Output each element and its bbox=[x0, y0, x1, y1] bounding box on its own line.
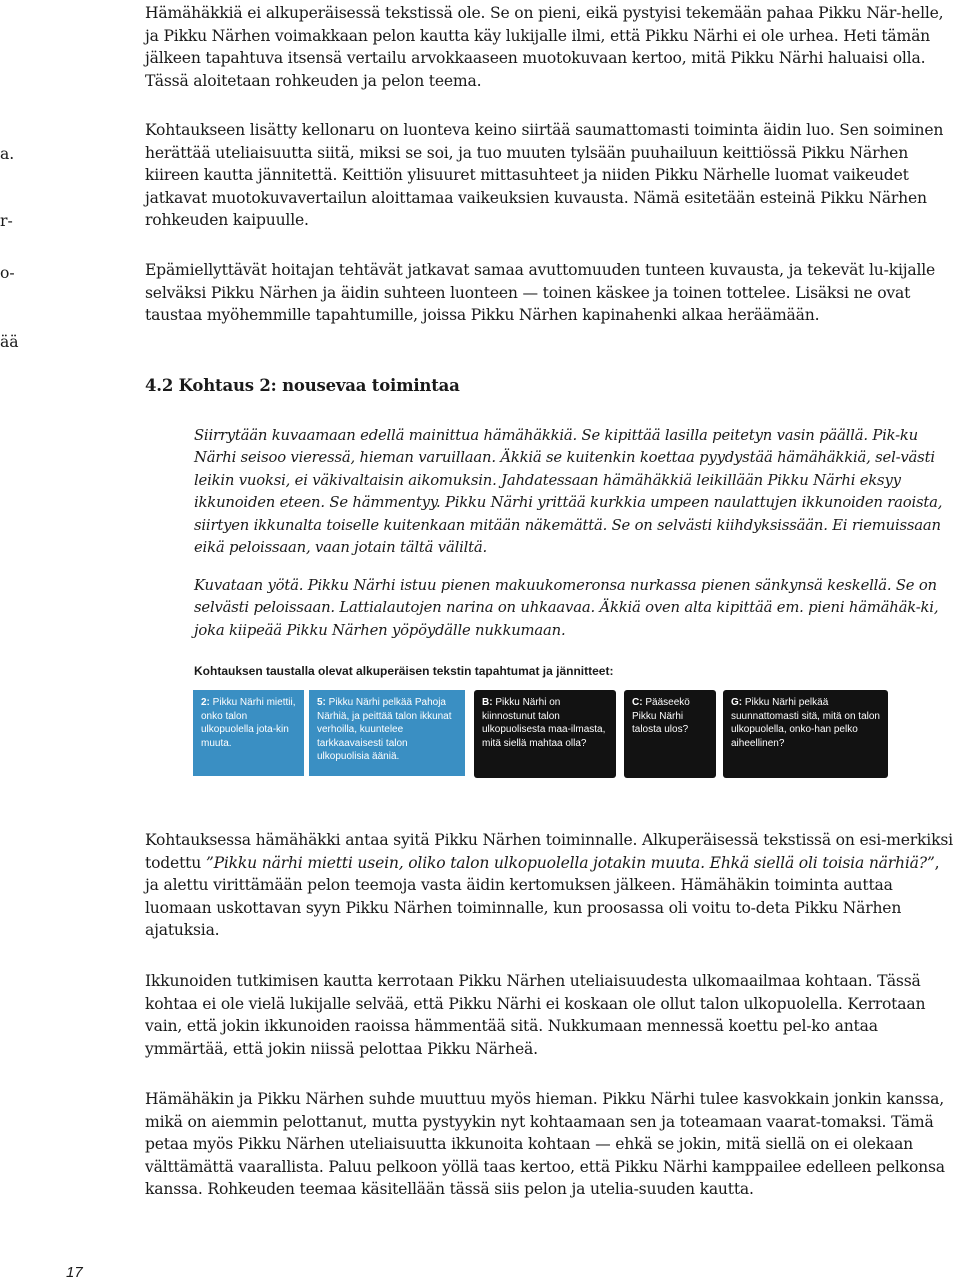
event-key: 5: bbox=[317, 697, 326, 708]
paragraph: Ikkunoiden tutkimisen kautta kerrotaan Pikku Närhen uteliaisuudesta ulkomaailmaa kohtaan. Tässä kohtaa ei ole vielä lukijalle selvää, että Pikku Närhi ei koskaan ole ollut talon ulkopuolella. Kerrotaan vain, että jokin ikkunoiden raoissa hämmentää sitä. Nukkumaan mennessä koettu pel-ko antaa ymmärtää, että jokin niissä pelottaa Pikku Närheä. bbox=[145, 972, 926, 1058]
event-key: G: bbox=[731, 697, 743, 708]
original-text-quote: ”Pikku närhi mietti usein, oliko talon ulkopuolella jotakin muuta. Ehkä siellä oli toisia närhiä?” bbox=[205, 853, 935, 872]
scene-description: Siirrytään kuvaamaan edellä mainittua hämähäkkiä. Se kipittää lasilla peitetyn vasin päällä. Pik-ku Närhi seisoo vieressä, hieman varuillaan. Äkkiä se kuitenkin koettaa pyydystää hämähäkkiä, sel-västi leikin vuoksi, ei väkivaltaisin aikomuksin. Jahdatessaan hämähäkkiä leikillään Pikku Närhi eksyy ikkunoiden eteen. Se hämmentyy. Pikku Närhi yrittää kurkkia umpeen naulattujen ikkunoiden raoista, siirtyen ikkunalta toiselle kuitenkaan mitään näkemättä. Se on selvästi kiihdyksissään. Ei riemuissaan eikä peloissaan, vaan jotain tältä väliltä. bbox=[194, 427, 943, 557]
section-heading: 4.2 Kohtaus 2: nousevaa toimintaa bbox=[145, 376, 460, 395]
event-key: B: bbox=[482, 697, 493, 708]
event-text: Pääseekö Pikku Närhi talosta ulos? bbox=[632, 697, 690, 735]
event-box bbox=[309, 690, 465, 776]
paragraph: Hämähäkkiä ei alkuperäisessä tekstissä ole. Se on pieni, eikä pystyisi tekemään pahaa Pikku När-helle, ja Pikku Närhen voimakkaan pelon kautta käy lukijalle ilmi, että Pikku Närhi ei ole urhea. Heti tämän jälkeen tapahtuva itsensä vertailu arvokkaaseen muotokuvaan kertoo, mitä Pikku Närhi haluaisi olla. Tässä aloitetaan rohkeuden ja pelon teema. bbox=[145, 4, 944, 90]
event-box bbox=[624, 690, 716, 778]
event-key: C: bbox=[632, 697, 643, 708]
paragraph-text: Kohtauksessa hämähäkki antaa syitä Pikku Närhen toiminnalle. Alkuperäisessä tekstissä on esi-merkiksi todettu bbox=[145, 831, 953, 872]
paragraph-text: , ja alettu virittämään pelon teemoja vasta äidin kertomuksen jälkeen. Hämähäkin toiminta auttaa luomaan uskottavan syyn Pikku Närhen toiminnalle, kun proosassa oli voitu to-deta Pikku Närhen ajatuksia. bbox=[145, 853, 940, 940]
diagram-caption: Kohtauksen taustalla olevat alkuperäisen tekstin tapahtumat ja jännitteet: bbox=[194, 664, 614, 678]
event-text: Pikku Närhi pelkää Pahoja Närhiä, ja peittää talon ikkunat verhoilla, kuuntelee tarkkaavaisesti talon ulkopuolisia ääniä. bbox=[317, 697, 452, 762]
paragraph: Hämähäkin ja Pikku Närhen suhde muuttuu myös hieman. Pikku Närhi tulee kasvokkain jonkin kanssa, mikä on aiemmin pelottanut, mutta pystyykin nyt kohtaamaan sen ja toteamaan vaarat-tomaksi. Tämä petaa myös Pikku Närhen uteliaisuutta ikkunoita kohtaan — ehkä se jokin, mitä siellä on ei olekaan välttämättä vaarallista. Paluu pelkoon yöllä taas kertoo, että Pikku Närhi kamppailee edelleen pelkonsa kanssa. Rohkeuden teemaa käsitellään tässä siis pelon ja utelia-suuden kautta. bbox=[145, 1090, 945, 1199]
margin-fragment: ää bbox=[0, 333, 19, 351]
event-box bbox=[723, 690, 888, 778]
event-box bbox=[193, 690, 304, 776]
event-text: Pikku Närhi on kiinnostunut talon ulkopuolisesta maa-ilmasta, mitä siellä mahtaa olla? bbox=[482, 697, 606, 749]
paragraph: Epämiellyttävät hoitajan tehtävät jatkavat samaa avuttomuuden tunteen kuvausta, ja tekevät lu-kijalle selväksi Pikku Närhen ja äidin suhteen luonteen — toinen käskee ja toinen tottelee. Lisäksi ne ovat taustaa myöhemmille tapahtumille, joissa Pikku Närhen kapinahenki alkaa heräämään. bbox=[145, 261, 936, 325]
margin-fragment: o- bbox=[0, 264, 15, 282]
margin-fragment: a. bbox=[0, 145, 15, 163]
event-key: 2: bbox=[201, 697, 210, 708]
margin-fragment: r- bbox=[0, 212, 13, 230]
paragraph: Kohtaukseen lisätty kellonaru on luonteva keino siirtää saumattomasti toiminta äidin luo. Sen soiminen herättää uteliaisuutta siitä, miksi se soi, ja tuo muuten tylsään puuhailuun keittiössä Pikku Närhen kiireen kautta jännitettä. Keittiön ylisuuret mittasuhteet ja niiden Pikku Närhelle luomat vaikeudet jatkavat muotokuvavertailun aloittamaa vaikeuksien kuvausta. Nämä esitetään esteinä Pikku Närhen rohkeuden kaipuulle. bbox=[145, 121, 944, 230]
page-number: 17 bbox=[66, 1264, 83, 1281]
event-text: Pikku Närhi miettii, onko talon ulkopuolella jota-kin muuta. bbox=[201, 697, 296, 749]
event-box bbox=[474, 690, 616, 778]
scene-description: Kuvataan yötä. Pikku Närhi istuu pienen makuukomeronsa nurkassa pienen sänkynsä keskellä. Se on selvästi peloissaan. Lattialautojen narina on uhkaavaa. Äkkiä oven alta kipittää em. pieni hämähäk-ki, joka kiipeää Pikku Närhen yöpöydälle nukkumaan. bbox=[194, 577, 939, 639]
paragraph bbox=[145, 829, 957, 942]
event-text: Pikku Närhi pelkää suunnattomasti sitä, mitä on talon ulkopuolella, onko-han pelko aiheellinen? bbox=[731, 697, 880, 749]
